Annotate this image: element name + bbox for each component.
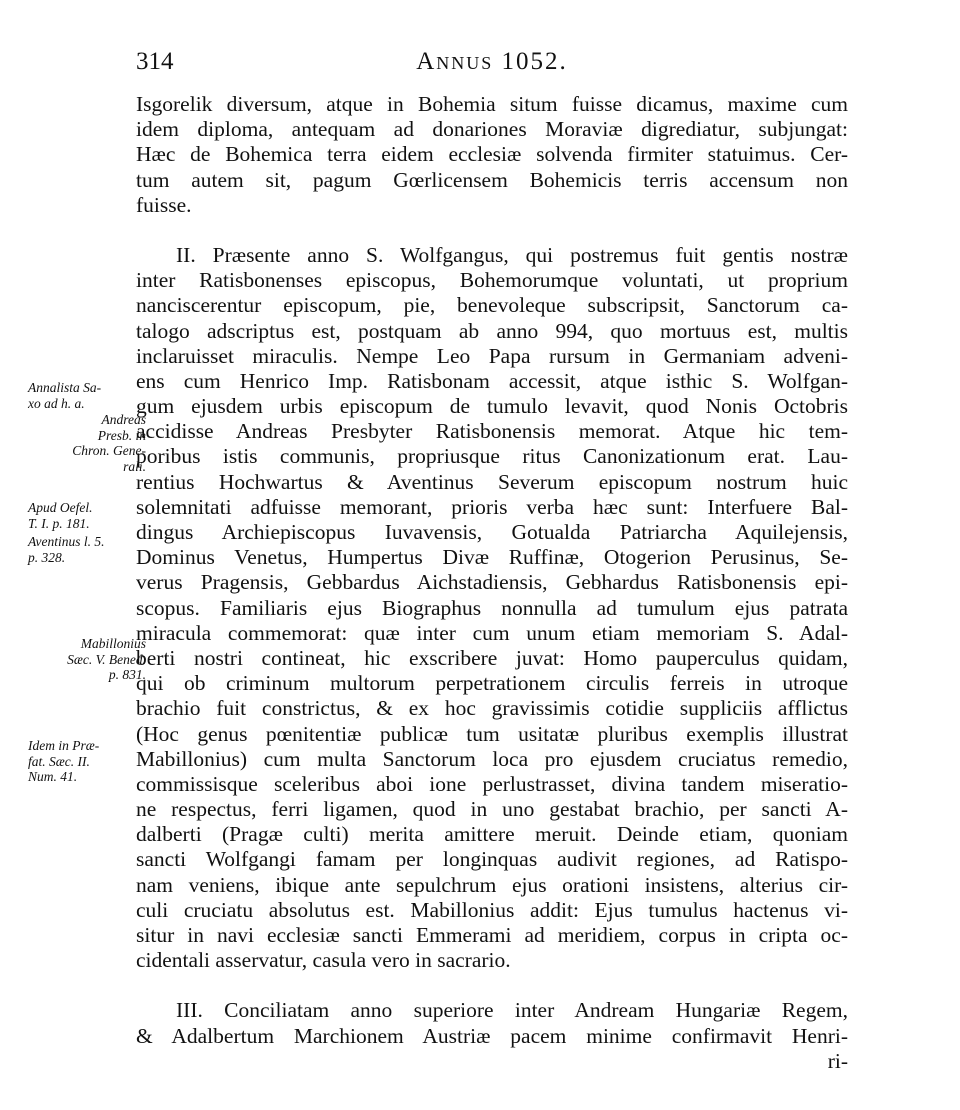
text-line: culi cruciatu absolutus est. Mabillonius addit: Ejus tumulus hactenus vi-: [136, 897, 848, 922]
text-line: inclaruisset miraculis. Nempe Leo Papa rursum in Germaniam adveni-: [136, 343, 848, 368]
text-line: miracula commemorat: quæ inter cum unum etiam memoriam S. Adal-: [136, 620, 848, 645]
margin-note: Mabillonius Sæc. V. Bened. p. 831.: [67, 636, 146, 683]
page-header: [136, 48, 848, 88]
text-line: III. Conciliatam anno superiore inter Andream Hungariæ Regem,: [176, 998, 848, 1023]
text-line: inter Ratisbonenses episcopus, Bohemorumque voluntati, ut proprium: [136, 268, 848, 293]
paragraph-2: [136, 243, 848, 973]
margin-note: Andreas Presb. in Chron. Gene- rali.: [72, 412, 146, 474]
text-line: dingus Archiepiscopus Iuvavensis, Gotualda Patriarcha Aquilejensis,: [136, 520, 848, 544]
text-line: brachio fuit constrictus, & ex hoc gravissimis cotidie suppliciis afflictus: [136, 696, 848, 721]
text-line: (Hoc genus pœnitentiæ publicæ tum usitatæ pluribus exemplis illustrat: [136, 721, 848, 746]
text-line: idem diploma, antequam ad donariones Moraviæ digrediatur, subjungat:: [136, 117, 848, 142]
text-line: Dominus Venetus, Humpertus Divæ Ruffinæ, Otogerion Perusinus, Se-: [136, 545, 848, 570]
text-line: Isgorelik diversum, atque in Bohemia situm fuisse dicamus, maxime cum: [136, 92, 848, 116]
main-text: [136, 92, 848, 1074]
text-line: situr in navi ecclesiæ sancti Emmerami ad meridiem, corpus in cripta oc-: [136, 923, 848, 947]
text-line: verus Pragensis, Gebbardus Aichstadiensis, Gebhardus Ratisbonensis epi-: [136, 570, 848, 595]
text-line: rentius Hochwartus & Aventinus Severum episcopum nostrum huic: [136, 469, 848, 494]
margin-note: Apud Oefel. T. I. p. 181.: [28, 500, 93, 531]
text-line: cidentali asservatur, casula vero in sacrario.: [136, 948, 511, 973]
paragraph-gap: [136, 973, 848, 998]
margin-note: Annalista Sa- xo ad h. a.: [28, 380, 102, 411]
text-line: ens cum Henrico Imp. Ratisbonam accessit, atque isthic S. Wolfgan-: [136, 368, 848, 393]
paragraph-1: [136, 92, 848, 218]
text-line: gum ejusdem urbis episcopum de tumulo levavit, quod Nonis Octobris: [136, 394, 848, 419]
page-number: 314: [136, 48, 174, 75]
text-line: fuisse.: [136, 192, 192, 217]
text-line: solemnitati adfuisse memorant, prioris verba hæc sunt: Interfuere Bal-: [136, 494, 848, 519]
text-line: talogo adscriptus est, postquam ab anno 994, quo mortuus est, multis: [136, 318, 848, 343]
text-line: ne respectus, ferri ligamen, quod in uno gestabat brachio, per sancti A-: [136, 797, 848, 822]
text-line: scopus. Familiaris ejus Biographus nonnulla ad tumulum ejus patrata: [136, 595, 848, 620]
text-line: poribus istis communis, propriusque ritus Canonizationum erat. Lau-: [136, 444, 848, 469]
text-line: berti nostri contineat, hic exscribere juvat: Homo pauperculus quidam,: [136, 645, 848, 670]
margin-note: Idem in Præ- fat. Sæc. II. Num. 41.: [28, 738, 100, 785]
text-line: & Adalbertum Marchionem Austriæ pacem minime confirmavit Henri-: [136, 1023, 848, 1048]
text-line: nanciscerentur episcopum, pie, benevoleque subscripsit, Sanctorum ca-: [136, 293, 848, 318]
catchword: ri-: [827, 1048, 848, 1073]
text-line: Mabillonius) cum multa Sanctorum loca pro ejusdem cruciatus remedio,: [136, 746, 848, 771]
text-line: sancti Wolfgangi famam per longinquas audivit regiones, ad Ratispo-: [136, 847, 848, 872]
paragraph-gap: [136, 218, 848, 243]
text-line: tum autem sit, pagum Gœrlicensem Bohemicis terris accensum non: [136, 167, 848, 192]
text-line: qui ob criminum multorum perpetrationem circulis ferreis in utroque: [136, 671, 848, 696]
paragraph-3: [136, 998, 848, 1048]
text-line: commissisque sceleribus aboi ione perlustrasset, divina tandem miseratio-: [136, 771, 848, 796]
margin-note: Aventinus l. 5. p. 328.: [28, 534, 105, 565]
text-line: dalberti (Pragæ culti) merita amittere meruit. Deinde etiam, quoniam: [136, 822, 848, 847]
text-line: nam veniens, ibique ante sepulchrum ejus orationi insistens, alterius cir-: [136, 872, 848, 897]
text-line: accidisse Andreas Presbyter Ratisbonensis memorat. Atque hic tem-: [136, 419, 848, 444]
text-line: Hæc de Bohemica terra eidem ecclesiæ solvenda firmiter statuimus. Cer-: [136, 142, 848, 167]
running-title: Annus 1052.: [416, 48, 568, 75]
text-line: II. Præsente anno S. Wolfgangus, qui postremus fuit gentis nostræ: [176, 242, 848, 267]
